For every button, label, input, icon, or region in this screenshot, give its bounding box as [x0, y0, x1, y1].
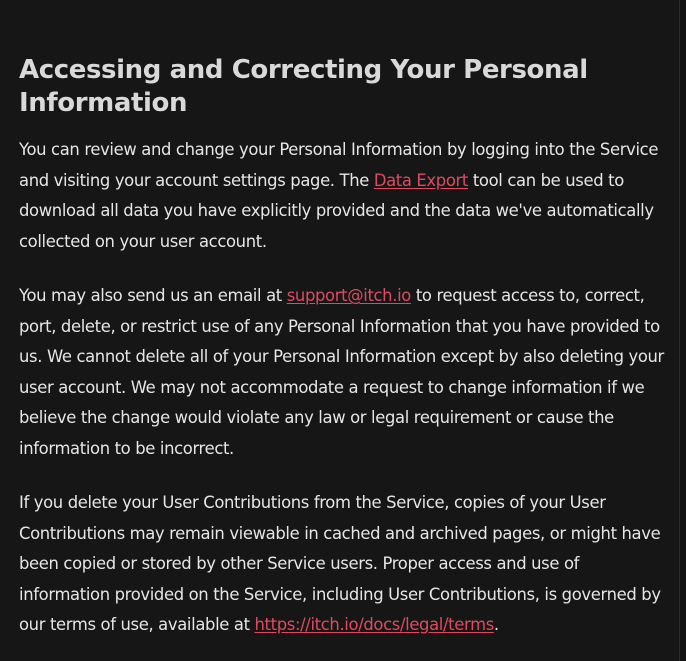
paragraph-3-text-before: If you delete your User Contributions from the Service, copies of your User Contributions may remain viewable in cached and archived pages, or might have been copied or stored by other Service users. Proper access and use of information provided on the Service, including User Contributions, is governed by our terms of use, available at — [19, 493, 661, 634]
paragraph-user-contributions — [19, 488, 669, 641]
paragraph-1-text-before: You can review and change your Personal Information by logging into the Service and visiting your account settings page. The — [19, 140, 659, 190]
paragraph-2-text-after: to request access to, correct, port, delete, or restrict use of any Personal Information that you have provided to us. We cannot delete all of your Personal Information except by also deleting your user account. We may not accommodate a request to change information if we believe the change would violate any law or legal requirement or cause the information to be incorrect. — [19, 286, 664, 458]
paragraph-2-text-before: You may also send us an email at — [19, 286, 287, 305]
data-export-link[interactable]: Data Export — [373, 170, 468, 190]
section-title: Accessing and Correcting Your Personal Information — [19, 55, 588, 118]
support-email-link[interactable]: support@itch.io — [286, 286, 411, 305]
paragraph-email-request — [19, 281, 669, 464]
privacy-section — [19, 54, 669, 661]
terms-link[interactable]: https://itch.io/docs/legal/terms — [254, 615, 494, 634]
paragraph-1-text-after: tool can be used to download all data you have explicitly provided and the data we've automatically collected on your user account. — [19, 170, 654, 251]
paragraph-3-text-after: . — [493, 615, 499, 634]
paragraph-account-settings — [19, 135, 669, 257]
